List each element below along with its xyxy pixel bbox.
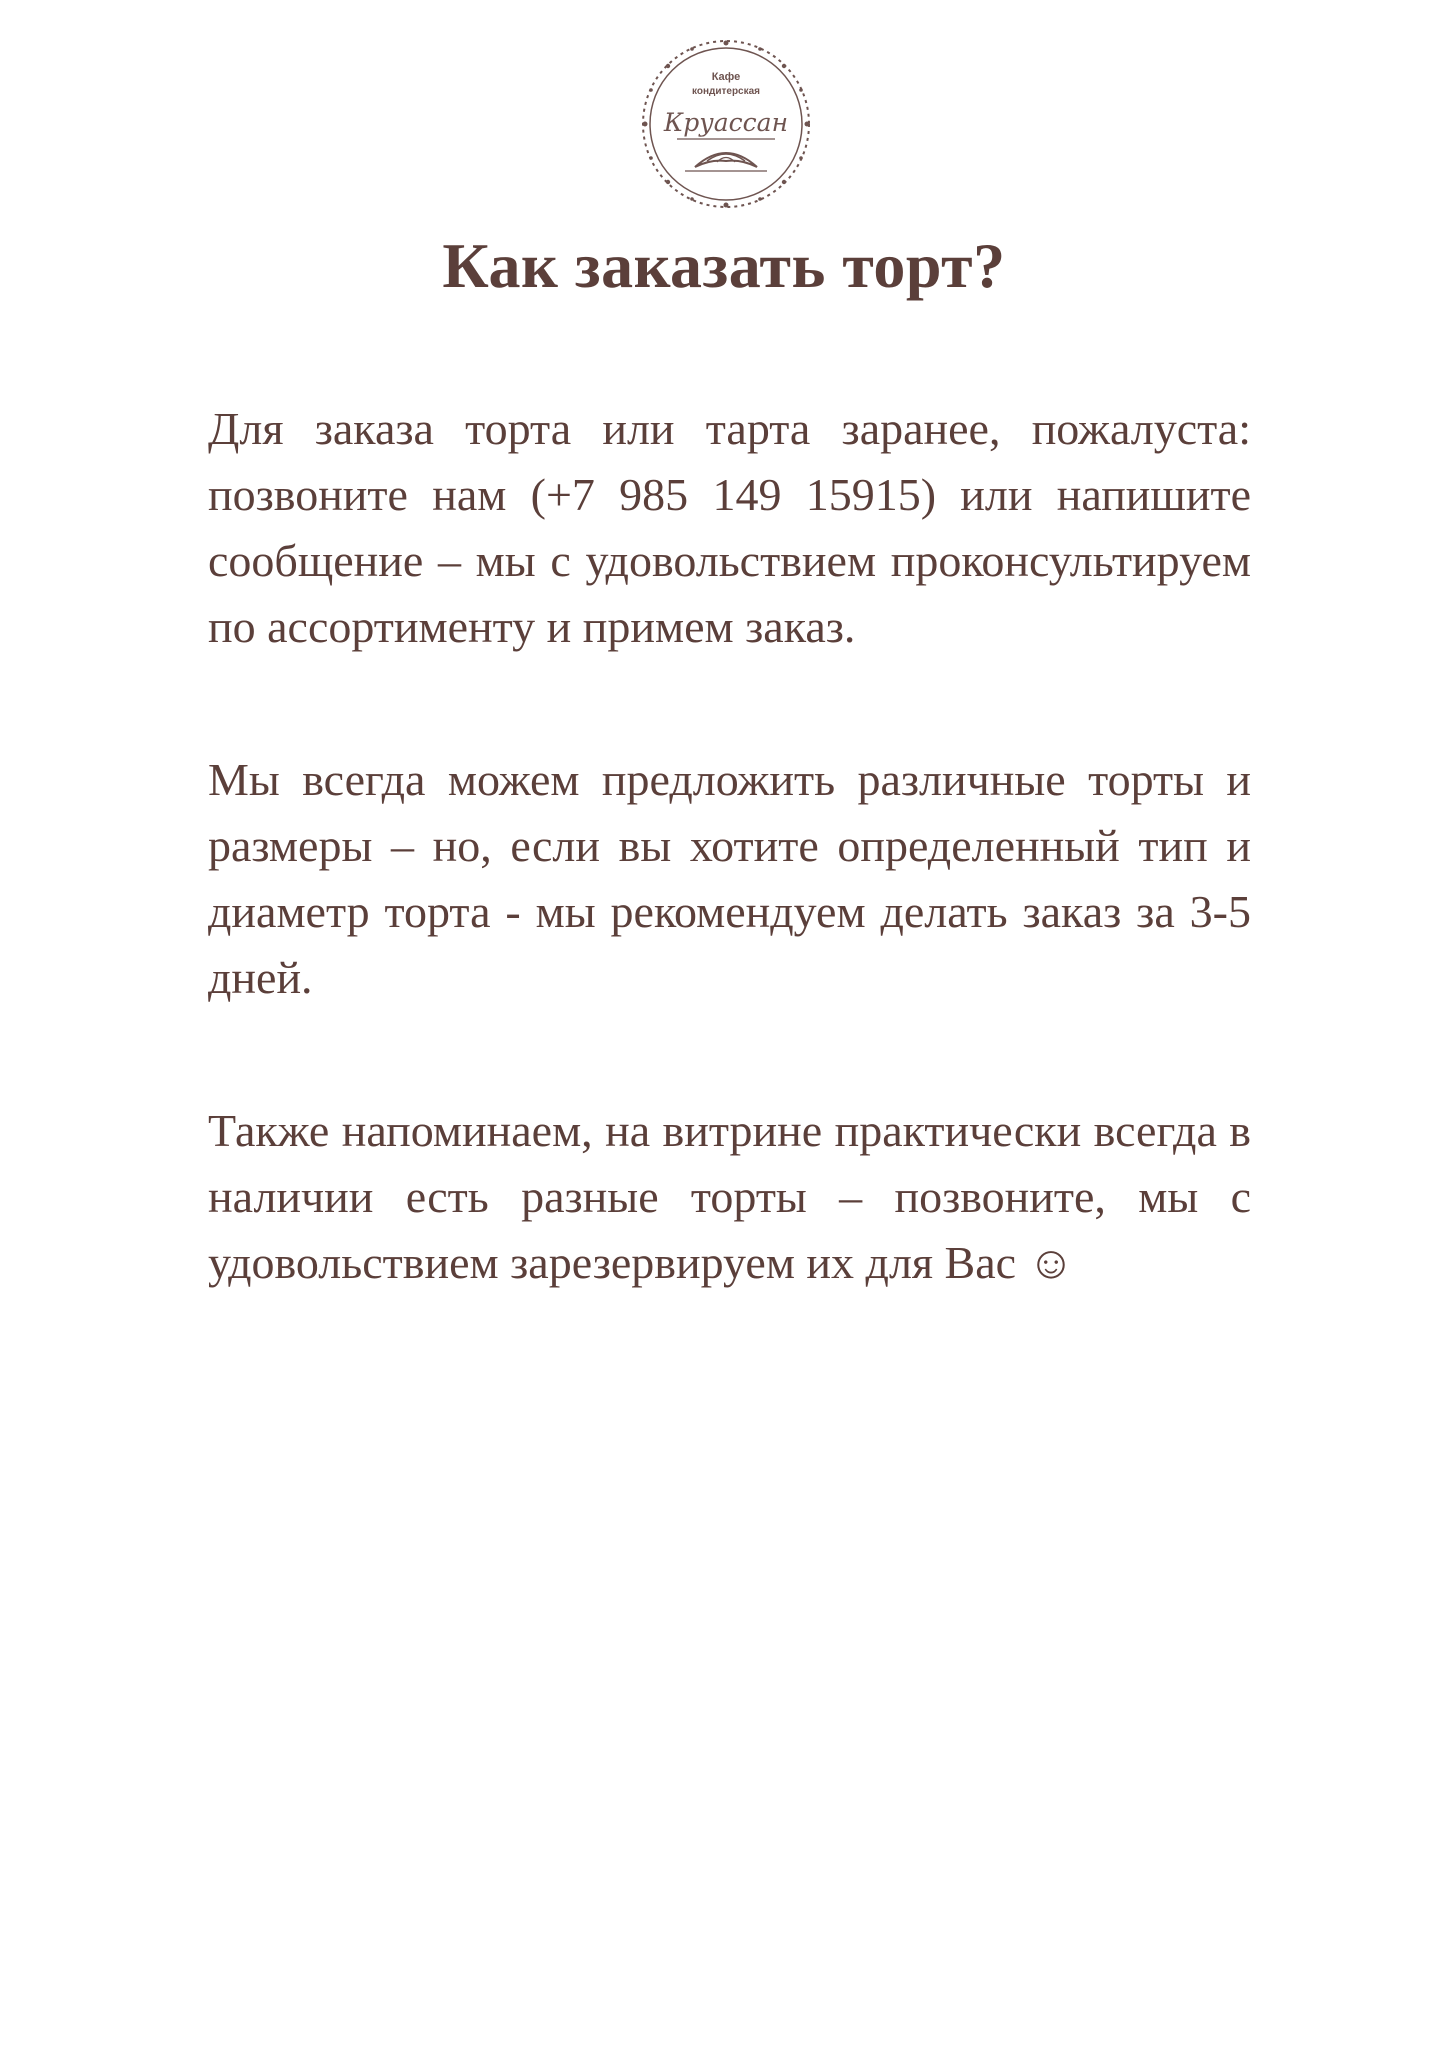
paragraph-advance-order: Мы всегда можем предложить различные торты и размеры – но, если вы хотите определенный тип и диаметр торта - мы рекомендуем делать заказ за 3-5 дней. [208,754,1251,1003]
croissant-wreath-logo [637,35,815,213]
logo-line1: Кафе [711,71,741,83]
main-content [208,396,1251,1296]
page-title: Как заказать торт? [442,230,1006,301]
paragraph-how-to-order: Для заказа торта или тарта заранее, пожалуста: позвоните нам (+7 985 149 15915) или напишите сообщение – мы с удовольствием проконсультируем по ассортименту и примем заказ. [208,403,1251,652]
cafe-logo [637,35,815,213]
logo-line2: кондитерская [691,86,761,97]
logo-name: Круассан [663,108,789,137]
paragraph-showcase: Также напоминаем, на витрине практически всегда в наличии есть разные торты – позвоните, мы с удовольствием зарезервируем их для Вас ☺ [208,1105,1251,1288]
